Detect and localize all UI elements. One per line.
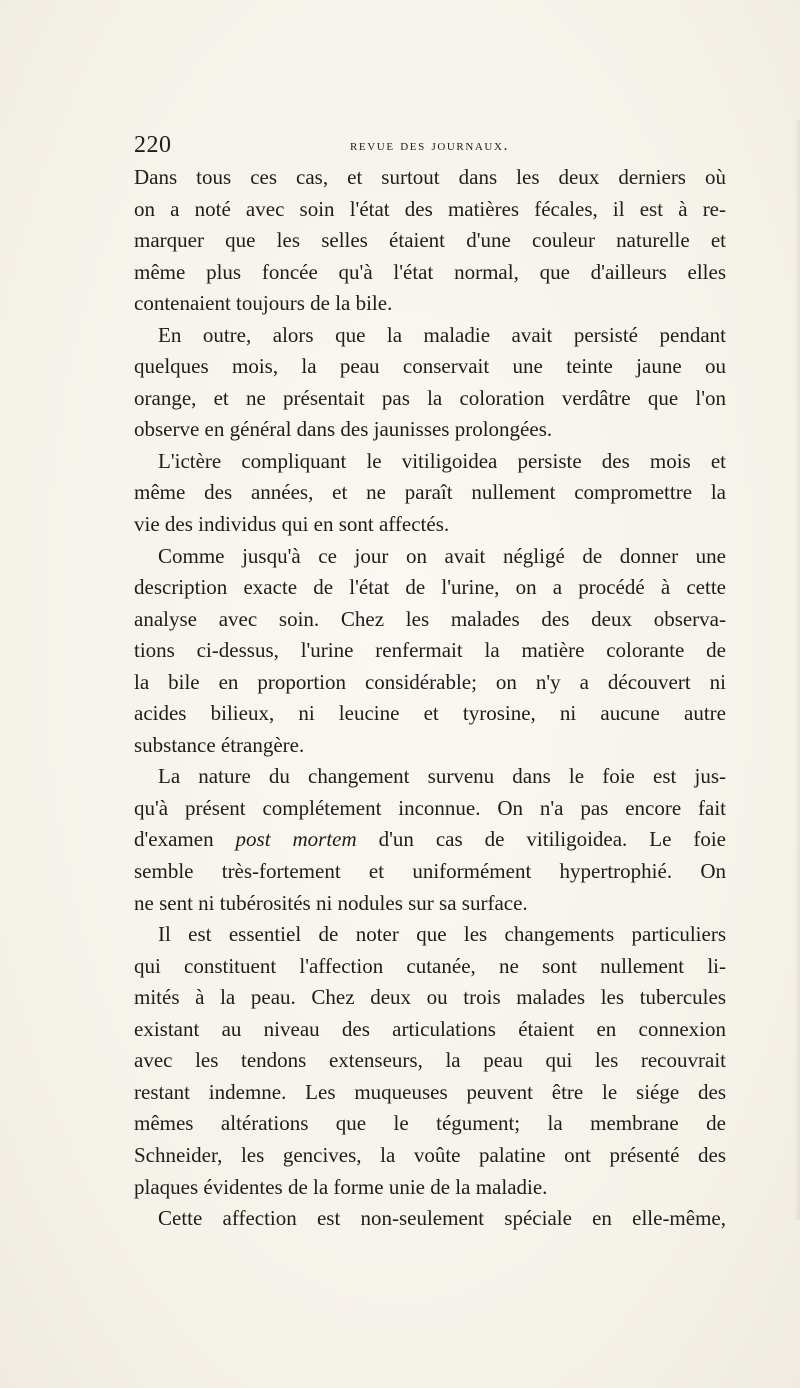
text-line: En outre, alors que la maladie avait persisté pendant bbox=[158, 322, 726, 347]
text-line: semble très-fortement et uniformément hypertrophié. On bbox=[134, 859, 726, 884]
text-line: plaques évidentes de la forme unie de la maladie. bbox=[134, 1174, 548, 1199]
text-line: Dans tous ces cas, et surtout dans les deux derniers où bbox=[134, 165, 726, 189]
page-header bbox=[134, 130, 726, 160]
text-line: vie des individus qui en sont affectés. bbox=[134, 512, 450, 537]
text-line: L'ictère compliquant le vitiligoidea persiste des mois et bbox=[158, 448, 726, 473]
text-line: même plus foncée qu'à l'état normal, que d'ailleurs elles bbox=[134, 259, 726, 284]
text-segment: d'un cas de vitiligoidea. Le foie bbox=[356, 827, 726, 852]
page-edge-shadow bbox=[794, 120, 800, 1220]
text-line: observe en général dans des jaunisses prolongées. bbox=[134, 417, 553, 442]
text-line: substance étrangère. bbox=[134, 732, 305, 757]
text-line: même des années, et ne paraît nullement compromettre la bbox=[134, 480, 726, 505]
text-line: existant au niveau des articulations étaient en connexion bbox=[134, 1016, 726, 1041]
text-line: marquer que les selles étaient d'une couleur naturelle et bbox=[134, 228, 726, 253]
text-line: description exacte de l'état de l'urine, on a procédé à cette bbox=[134, 575, 726, 600]
text-line: Schneider, les gencives, la voûte palatine ont présenté des bbox=[134, 1142, 726, 1167]
text-line: analyse avec soin. Chez les malades des deux observa- bbox=[134, 606, 726, 631]
text-line: on a noté avec soin l'état des matières fécales, il est à re- bbox=[134, 196, 726, 221]
text-line: qui constituent l'affection cutanée, ne sont nullement li- bbox=[134, 953, 726, 978]
running-title: revue des journaux. bbox=[350, 137, 510, 154]
text-line: acides bilieux, ni leucine et tyrosine, ni aucune autre bbox=[134, 701, 726, 726]
text-line: Cette affection est non-seulement spéciale en elle-même, bbox=[158, 1206, 726, 1231]
text-line: restant indemne. Les muqueuses peuvent être le siége des bbox=[134, 1079, 726, 1104]
text-line: la bile en proportion considérable; on n'y a découvert ni bbox=[134, 669, 726, 694]
page-number: 220 bbox=[134, 132, 172, 158]
text-segment: d'examen bbox=[134, 827, 236, 852]
text-line: orange, et ne présentait pas la coloration verdâtre que l'on bbox=[134, 385, 726, 410]
text-line: quelques mois, la peau conservait une teinte jaune ou bbox=[134, 354, 726, 379]
text-line: contenaient toujours de la bile. bbox=[134, 291, 393, 316]
text-line: avec les tendons extenseurs, la peau qui les recouvrait bbox=[134, 1048, 726, 1073]
body-text bbox=[134, 162, 726, 1235]
text-line: La nature du changement survenu dans le foie est jus- bbox=[158, 764, 726, 789]
text-line: qu'à présent complétement inconnue. On n'a pas encore fait bbox=[134, 795, 726, 820]
text-line: tions ci-dessus, l'urine renfermait la matière colorante de bbox=[134, 638, 726, 663]
text-line-with-italic bbox=[134, 824, 726, 856]
text-line: Comme jusqu'à ce jour on avait négligé de donner une bbox=[158, 543, 726, 568]
text-line: mêmes altérations que le tégument; la membrane de bbox=[134, 1111, 726, 1136]
text-line: ne sent ni tubérosités ni nodules sur sa surface. bbox=[134, 890, 528, 915]
text-line: Il est essentiel de noter que les changements particuliers bbox=[158, 922, 726, 947]
italic-phrase: post mortem bbox=[235, 827, 357, 852]
text-line: mités à la peau. Chez deux ou trois malades les tubercules bbox=[134, 985, 726, 1010]
